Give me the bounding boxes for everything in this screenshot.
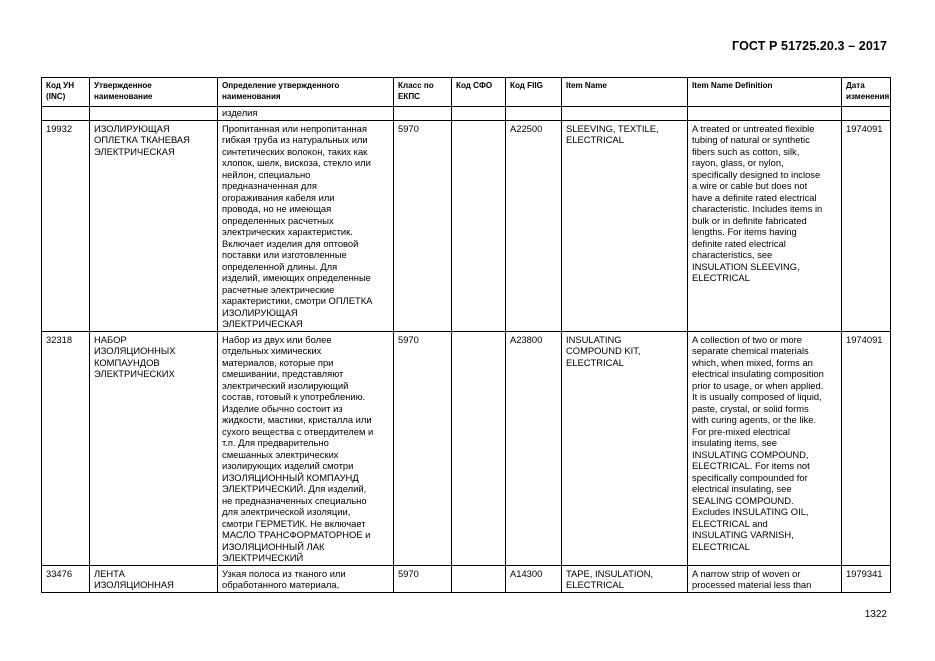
col-header-fiig-code: Код FIIG [506,78,562,107]
cell-approved-name [90,107,218,121]
col-header-approved-name: Утвержденное наименование [90,78,218,107]
cell-fiig-code [506,107,562,121]
cell-inc: 32318 [42,331,90,565]
cell-item-name: INSULATING COMPOUND KIT, ELECTRICAL [562,331,688,565]
cell-change-date [842,107,891,121]
table-row-continuation [42,107,891,121]
cell-approved-name: ИЗОЛИРУЮЩАЯ ОПЛЕТКА ТКАНЕВАЯ ЭЛЕКТРИЧЕСКАЯ [90,120,218,331]
col-header-item-name-definition: Item Name Definition [688,78,842,107]
cell-fiig-code: A14300 [506,565,562,592]
cell-sfo-code [452,331,506,565]
cell-inc [42,107,90,121]
cell-ekps-class: 5970 [394,120,452,331]
cell-sfo-code [452,565,506,592]
document-header: ГОСТ Р 51725.20.3 – 2017 [732,39,887,53]
cell-definition: Пропитанная или непропитанная гибкая труба из натуральных или синтетических волокон, таких как хлопок, шелк, вискоза, стекло или нейлон, специально предназначенная для огораживания кабеля или провода, но не имеющая определенных расчетных электрических характеристик. Включает изделия для оптовой поставки или изготовленные определенной длины. Для изделий, имеющих определенные расчетные электрические характеристики, смотри ОПЛЕТКА ИЗОЛИРУЮЩАЯ ЭЛЕКТРИЧЕСКАЯ [218,120,394,331]
cell-change-date: 1974091 [842,331,891,565]
cell-item-name-definition: A collection of two or more separate chemical materials which, when mixed, forms an electrical insulating composition prior to usage, or when applied. It is usually composed of liquid, paste, crystal, or solid forms with curing agents, or the like. For pre-mixed electrical insulating items, see INSULATING COMPOUND, ELECTRICAL. For items not specifically compounded for electrical insulating, see SEALING COMPOUND. Excludes INSULATING OIL, ELECTRICAL and INSULATING VARNISH, ELECTRICAL [688,331,842,565]
cell-fiig-code: A22500 [506,120,562,331]
cell-item-name-definition: A narrow strip of woven or processed material less than [688,565,842,592]
cell-definition: Набор из двух или более отдельных химических материалов, которые при смешивании, представляют электрический изолирующий состав, готовый к употреблению. Изделие обычно состоит из жидкости, мастики, кристалла или сухого вещества с отвердителем и т.п. Для предварительно смешанных электрических изолирующих изделий смотри ИЗОЛЯЦИОННЫЙ КОМПАУНД ЭЛЕКТРИЧЕСКИЙ. Для изделий, не предназначенных специально для электрической изоляции, смотри ГЕРМЕТИК. Не включает МАСЛО ТРАНСФОРМАТОРНОЕ и ИЗОЛЯЦИОННЫЙ ЛАК ЭЛЕКТРИЧЕСКИЙ [218,331,394,565]
cell-inc: 33476 [42,565,90,592]
cell-fiig-code: A23800 [506,331,562,565]
table-row [42,331,891,565]
table-header-row [42,78,891,107]
cell-item-name [562,107,688,121]
cell-ekps-class [394,107,452,121]
col-header-inc: Код УН (INC) [42,78,90,107]
cell-inc: 19932 [42,120,90,331]
cell-sfo-code [452,120,506,331]
col-header-change-date: Дата изменения [842,78,891,107]
cell-ekps-class: 5970 [394,565,452,592]
cell-definition: изделия [218,107,394,121]
col-header-ekps-class: Класс по ЕКПС [394,78,452,107]
cell-change-date: 1974091 [842,120,891,331]
table-row [42,565,891,592]
cell-change-date: 1979341 [842,565,891,592]
cell-approved-name: НАБОР ИЗОЛЯЦИОННЫХ КОМПАУНДОВ ЭЛЕКТРИЧЕСКИХ [90,331,218,565]
cell-item-name: TAPE, INSULATION, ELECTRICAL [562,565,688,592]
cell-approved-name: ЛЕНТА ИЗОЛЯЦИОННАЯ [90,565,218,592]
page-number: 1322 [864,609,887,620]
cell-sfo-code [452,107,506,121]
cell-definition: Узкая полоса из тканого или обработанного материала, [218,565,394,592]
col-header-sfo-code: Код СФО [452,78,506,107]
table-row [42,120,891,331]
nomenclature-table [41,77,891,593]
cell-item-name-definition [688,107,842,121]
col-header-item-name: Item Name [562,78,688,107]
cell-ekps-class: 5970 [394,331,452,565]
cell-item-name: SLEEVING, TEXTILE, ELECTRICAL [562,120,688,331]
cell-item-name-definition: A treated or untreated flexible tubing of natural or synthetic fibers such as cotton, silk, rayon, glass, or nylon, specifically designed to inclose a wire or cable but does not have a definite rated electrical characteristic. Includes items in bulk or in definite fabricated lengths. For items having definite rated electrical characteristics, see INSULATION SLEEVING, ELECTRICAL [688,120,842,331]
col-header-definition: Определение утвержденного наименования [218,78,394,107]
